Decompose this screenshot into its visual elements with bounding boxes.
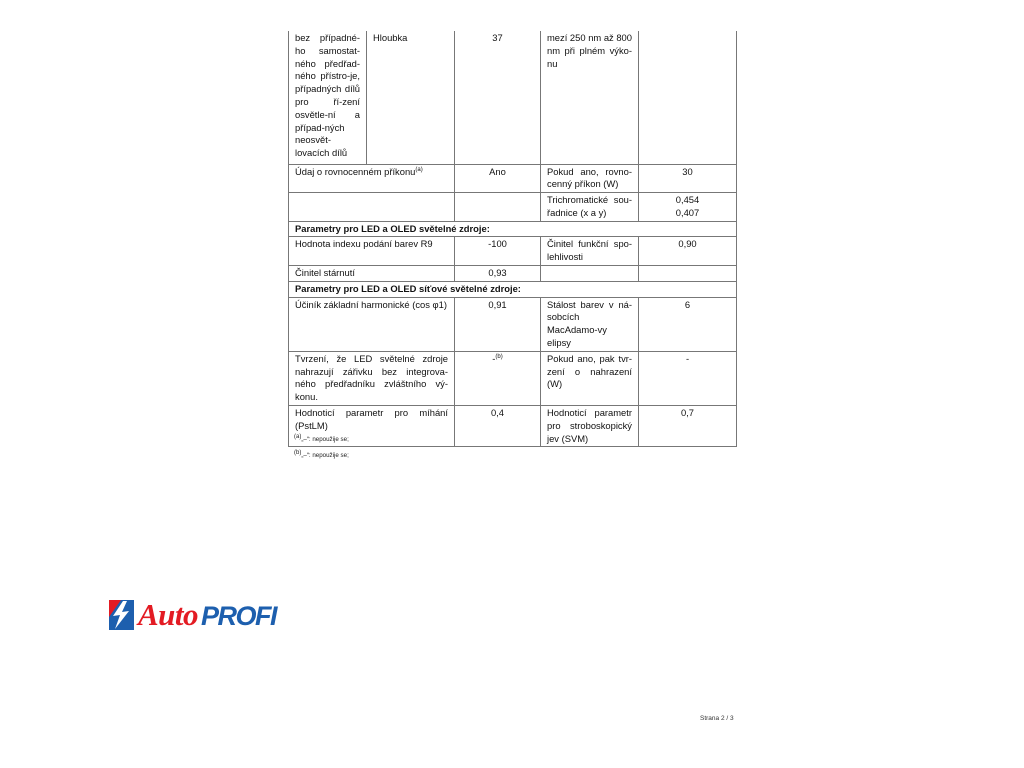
table-row [289,297,737,351]
table-cell [455,351,541,405]
table-cell: Tvrzení, že LED světelné zdroje nahrazují zářivku bez integrova-ného předřadníku zvláštního vý-konu. [289,351,455,405]
section-header-row [289,221,737,237]
table-cell: 0,90 [639,237,737,266]
table-cell [455,193,541,222]
table-cell: 30 [639,164,737,193]
table-cell: - [639,351,737,405]
table-row [289,237,737,266]
table-cell [541,266,639,282]
footnote-b [294,450,349,466]
table-row [289,406,737,447]
table-row [289,31,737,164]
footnote-a [294,434,349,450]
table-row [289,351,737,405]
table-cell [289,164,455,193]
table-cell: 0,93 [455,266,541,282]
section-header-row [289,281,737,297]
table-cell [639,193,737,222]
table-cell: Pokud ano, pak tvr-zení o nahrazení (W) [541,351,639,405]
table-cell: -100 [455,237,541,266]
table-row [289,193,737,222]
table-cell: Stálost barev v ná-sobcích MacAdamo-vy elipsy [541,297,639,351]
table-cell: mezí 250 nm až 800 nm při plném výko-nu [541,31,639,164]
table-cell: bez případné-ho samostat-ného předřad-ného přístro-je, případných dílů pro ří-zení osvětle-ní a případ-ných neosvět-lovacích dílů [289,31,367,164]
lightning-bolt-icon [106,599,136,631]
table-cell: Činitel stárnutí [289,266,455,282]
table-row [289,164,737,193]
logo-profi-text: PROFI [201,601,277,631]
table-cell: Trichromatické sou-řadnice (x a y) [541,193,639,222]
autoprofi-logo [106,599,308,631]
table-cell: 6 [639,297,737,351]
footnote-mark: (b) [294,449,302,456]
footnote-ref: (b) [495,353,503,360]
cell-text: - [492,352,496,364]
table-cell: Ano [455,164,541,193]
table-cell: Hodnoticí parametr pro míhání (PstLM) [289,406,455,447]
cell-text: Údaj o rovnocenném příkonu [295,165,416,177]
cell-text: 0,454 [675,194,700,206]
table-cell: Činitel funkční spo-lehlivosti [541,237,639,266]
footnote-text: „–“: nepoužije se; [301,452,349,459]
section-header: Parametry pro LED a OLED síťové světelné zdroje: [289,281,737,297]
table-cell: 0,4 [455,406,541,447]
product-info-table [288,31,737,447]
table-cell: 37 [455,31,541,164]
footnote-text: „–“: nepoužije se; [301,436,349,443]
table-row [289,266,737,282]
footnotes [294,434,349,466]
logo-auto-text: Auto [138,597,199,632]
footnote-ref: (a) [415,166,423,173]
table-cell: Účiník základní harmonické (cos φ1) [289,297,455,351]
table-cell [639,31,737,164]
table-cell: 0,91 [455,297,541,351]
table-cell: Pokud ano, rovno-cenný příkon (W) [541,164,639,193]
table-cell: Hodnoticí parametr pro stroboskopický jev (SVM) [541,406,639,447]
footnote-mark: (a) [294,433,302,440]
table-cell: Hloubka [367,31,455,164]
page-number: Strana 2 / 3 [700,715,734,722]
table-cell: Hodnota indexu podání barev R9 [289,237,455,266]
logo-wordmark [138,599,276,631]
cell-text: 0,407 [675,206,700,218]
table-cell [289,193,455,222]
section-header: Parametry pro LED a OLED světelné zdroje: [289,221,737,237]
table-cell [639,266,737,282]
table-cell: 0,7 [639,406,737,447]
